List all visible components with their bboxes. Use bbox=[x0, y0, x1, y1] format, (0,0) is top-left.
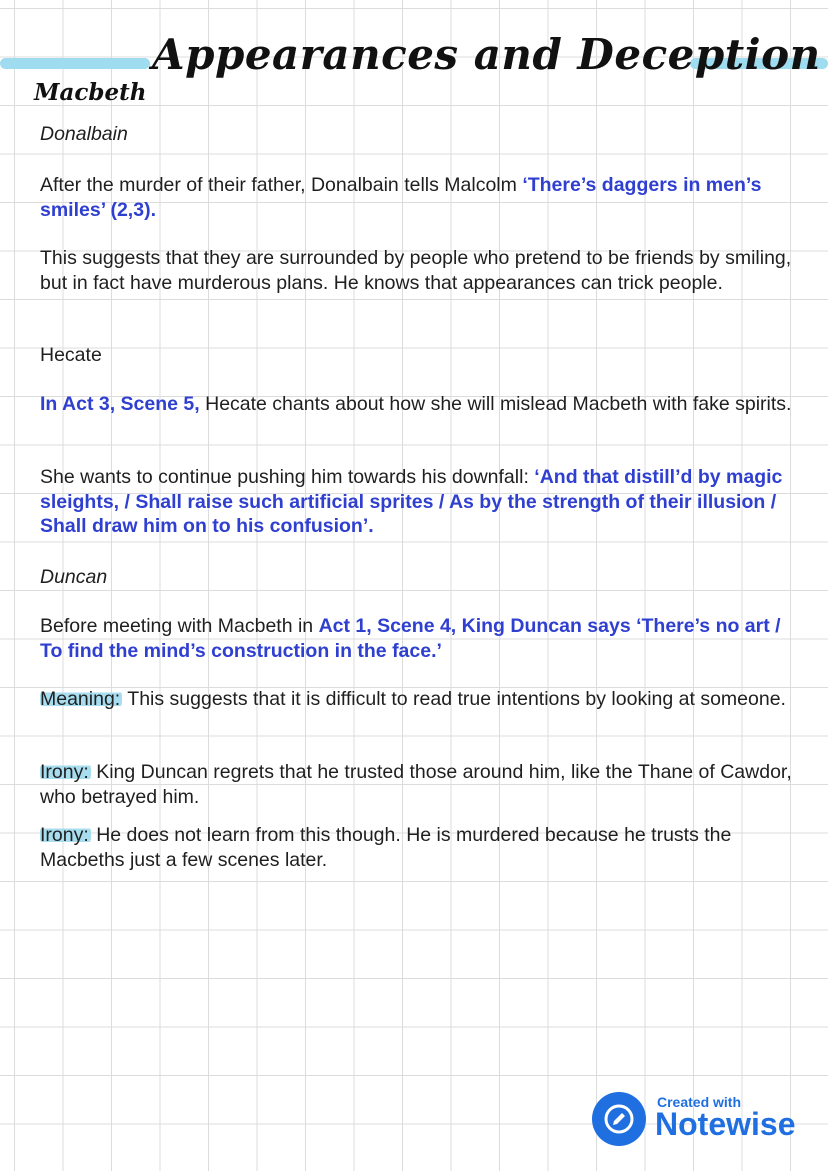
donalbain-paragraph-2: This suggests that they are surrounded by people who pretend to be friends by smiling, but in fact have murderous plans. He knows that appearances can trick people. bbox=[40, 247, 792, 294]
duncan-p1-text: Before meeting with Macbeth in bbox=[40, 615, 319, 637]
subject-label: Macbeth bbox=[34, 79, 147, 106]
title-highlight-left bbox=[0, 58, 150, 69]
duncan-irony-1 bbox=[40, 760, 800, 809]
hecate-paragraph-1 bbox=[40, 392, 800, 417]
duncan-quote: Act 1, Scene 4, King Duncan says ‘There’s no art / To find the mind’s construction in the face.’ bbox=[40, 615, 781, 662]
created-with-label: Created with bbox=[657, 1094, 742, 1110]
hecate-quote: ‘And that distill’d by magic sleights, / Shall raise such artificial sprites / As by the strength of their illusion / Shall draw him on to his confusion’. bbox=[40, 466, 783, 537]
donalbain-p1-text: After the murder of their father, Donalbain tells Malcolm bbox=[40, 174, 523, 196]
meaning-label: Meaning: bbox=[40, 688, 121, 710]
irony-text-1: King Duncan regrets that he trusted those around him, like the Thane of Cawdor, who betrayed him. bbox=[40, 761, 792, 808]
hecate-p2-text: She wants to continue pushing him towards his downfall: bbox=[40, 466, 535, 488]
heading-duncan: Duncan bbox=[40, 566, 108, 588]
irony-label-1: Irony: bbox=[40, 761, 89, 783]
duncan-meaning bbox=[40, 687, 800, 712]
irony-label-2: Irony: bbox=[40, 824, 89, 846]
duncan-irony-2 bbox=[40, 823, 800, 872]
donalbain-paragraph-1 bbox=[40, 173, 800, 222]
pencil-icon bbox=[602, 1102, 636, 1136]
notewise-logo bbox=[592, 1092, 646, 1146]
hecate-paragraph-2 bbox=[40, 465, 800, 539]
page-title: Appearances and Deception bbox=[152, 30, 821, 79]
heading-hecate: Hecate bbox=[40, 344, 102, 366]
duncan-paragraph-1 bbox=[40, 614, 800, 663]
irony-text-2: He does not learn from this though. He is murdered because he trusts the Macbeths just a few scenes later. bbox=[40, 824, 732, 871]
hecate-act-reference: In Act 3, Scene 5, bbox=[40, 393, 200, 415]
meaning-text: This suggests that it is difficult to read true intentions by looking at someone. bbox=[122, 688, 786, 710]
donalbain-quote: ‘There’s daggers in men’s smiles’ (2,3). bbox=[40, 174, 762, 221]
heading-donalbain: Donalbain bbox=[40, 123, 128, 145]
hecate-p1-text: Hecate chants about how she will mislead Macbeth with fake spirits. bbox=[199, 393, 792, 415]
notewise-brand: Notewise bbox=[655, 1106, 796, 1142]
